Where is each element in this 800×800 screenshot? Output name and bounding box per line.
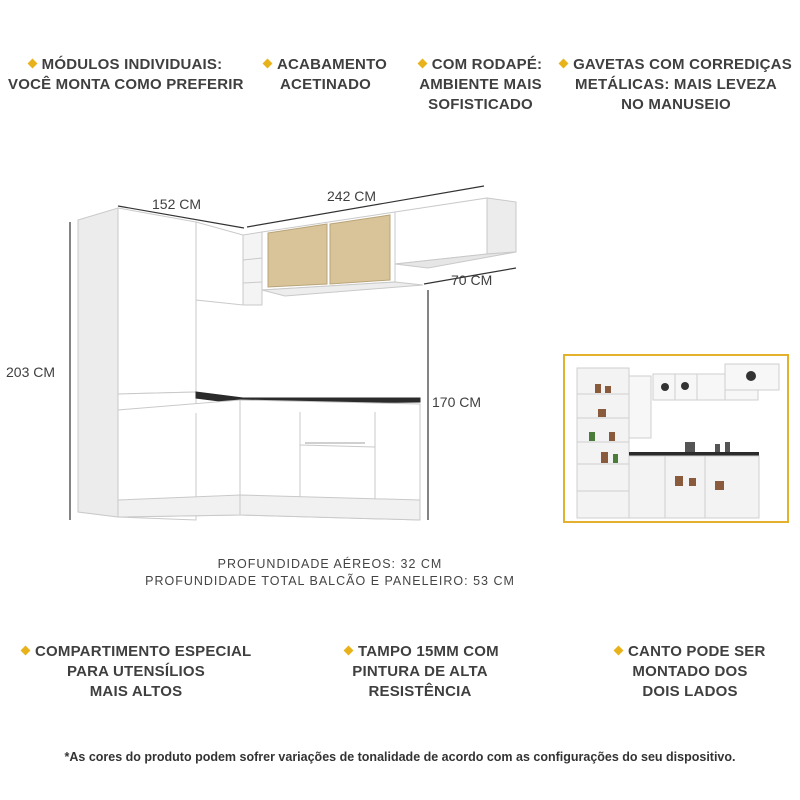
feature-text: SOFISTICADO bbox=[428, 96, 533, 113]
feature-text: DOIS LADOS bbox=[642, 683, 738, 700]
upper-cabinet-right bbox=[395, 198, 487, 264]
feature-text: RESISTÊNCIA bbox=[368, 683, 472, 700]
upper-cabinet-right-side bbox=[487, 198, 516, 254]
feature-text: NO MANUSEIO bbox=[621, 96, 731, 113]
diamond-bullet-icon bbox=[21, 646, 31, 656]
feature-canto bbox=[615, 642, 765, 702]
diamond-bullet-icon bbox=[344, 646, 354, 656]
dimension-depth-upper: 70 CM bbox=[451, 272, 493, 288]
feature-text: VOCÊ MONTA COMO PREFERIR bbox=[8, 76, 244, 93]
pantry-upper-door bbox=[118, 208, 196, 394]
feature-text: ACABAMENTO bbox=[276, 56, 388, 73]
feature-text: CANTO PODE SER bbox=[628, 643, 766, 660]
feature-text: AMBIENTE MAIS bbox=[419, 76, 542, 93]
drawer-handle bbox=[305, 442, 365, 444]
upper-cabinet-left bbox=[196, 222, 243, 305]
diamond-bullet-icon bbox=[559, 59, 569, 69]
feature-text: MAIS ALTOS bbox=[89, 683, 183, 700]
product-photo bbox=[563, 354, 789, 523]
feature-text: MÓDULOS INDIVIDUAIS: bbox=[41, 56, 223, 73]
furnished-kitchen-image bbox=[565, 356, 787, 521]
feature-text: COM RODAPÉ: bbox=[431, 56, 543, 73]
feature-gavetas bbox=[560, 55, 792, 115]
dimension-height-counter: 170 CM bbox=[432, 394, 482, 410]
feature-text: PARA UTENSÍLIOS bbox=[66, 663, 205, 680]
dimension-width-right: 242 CM bbox=[327, 188, 377, 204]
depth-total-text: PROFUNDIDADE TOTAL BALCÃO E PANELEIRO: 53 CM bbox=[145, 574, 515, 588]
feature-text: COMPARTIMENTO ESPECIAL bbox=[35, 643, 252, 660]
feature-text: PINTURA DE ALTA bbox=[352, 663, 488, 680]
glass-door-right bbox=[330, 215, 390, 284]
pantry-side bbox=[78, 208, 118, 517]
dimension-height-total: 203 CM bbox=[6, 364, 56, 380]
feature-tampo bbox=[345, 642, 499, 702]
diamond-bullet-icon bbox=[614, 646, 624, 656]
depth-upper-text: PROFUNDIDADE AÉREOS: 32 CM bbox=[217, 557, 443, 571]
upper-corner-shelf bbox=[243, 232, 262, 305]
feature-text: ACETINADO bbox=[280, 76, 371, 93]
feature-compartimento bbox=[22, 642, 250, 702]
feature-text: METÁLICAS: MAIS LEVEZA bbox=[575, 76, 777, 93]
feature-text: GAVETAS COM CORREDIÇAS bbox=[573, 56, 792, 73]
color-disclaimer: *As cores do produto podem sofrer variações de tonalidade de acordo com as configurações do seu dispositivo. bbox=[64, 750, 736, 764]
feature-text: TAMPO 15MM COM bbox=[358, 643, 499, 660]
glass-door-left bbox=[268, 224, 327, 287]
dimension-width-left: 152 CM bbox=[152, 196, 202, 212]
feature-text: MONTADO DOS bbox=[632, 663, 748, 680]
cabinets bbox=[78, 198, 516, 520]
